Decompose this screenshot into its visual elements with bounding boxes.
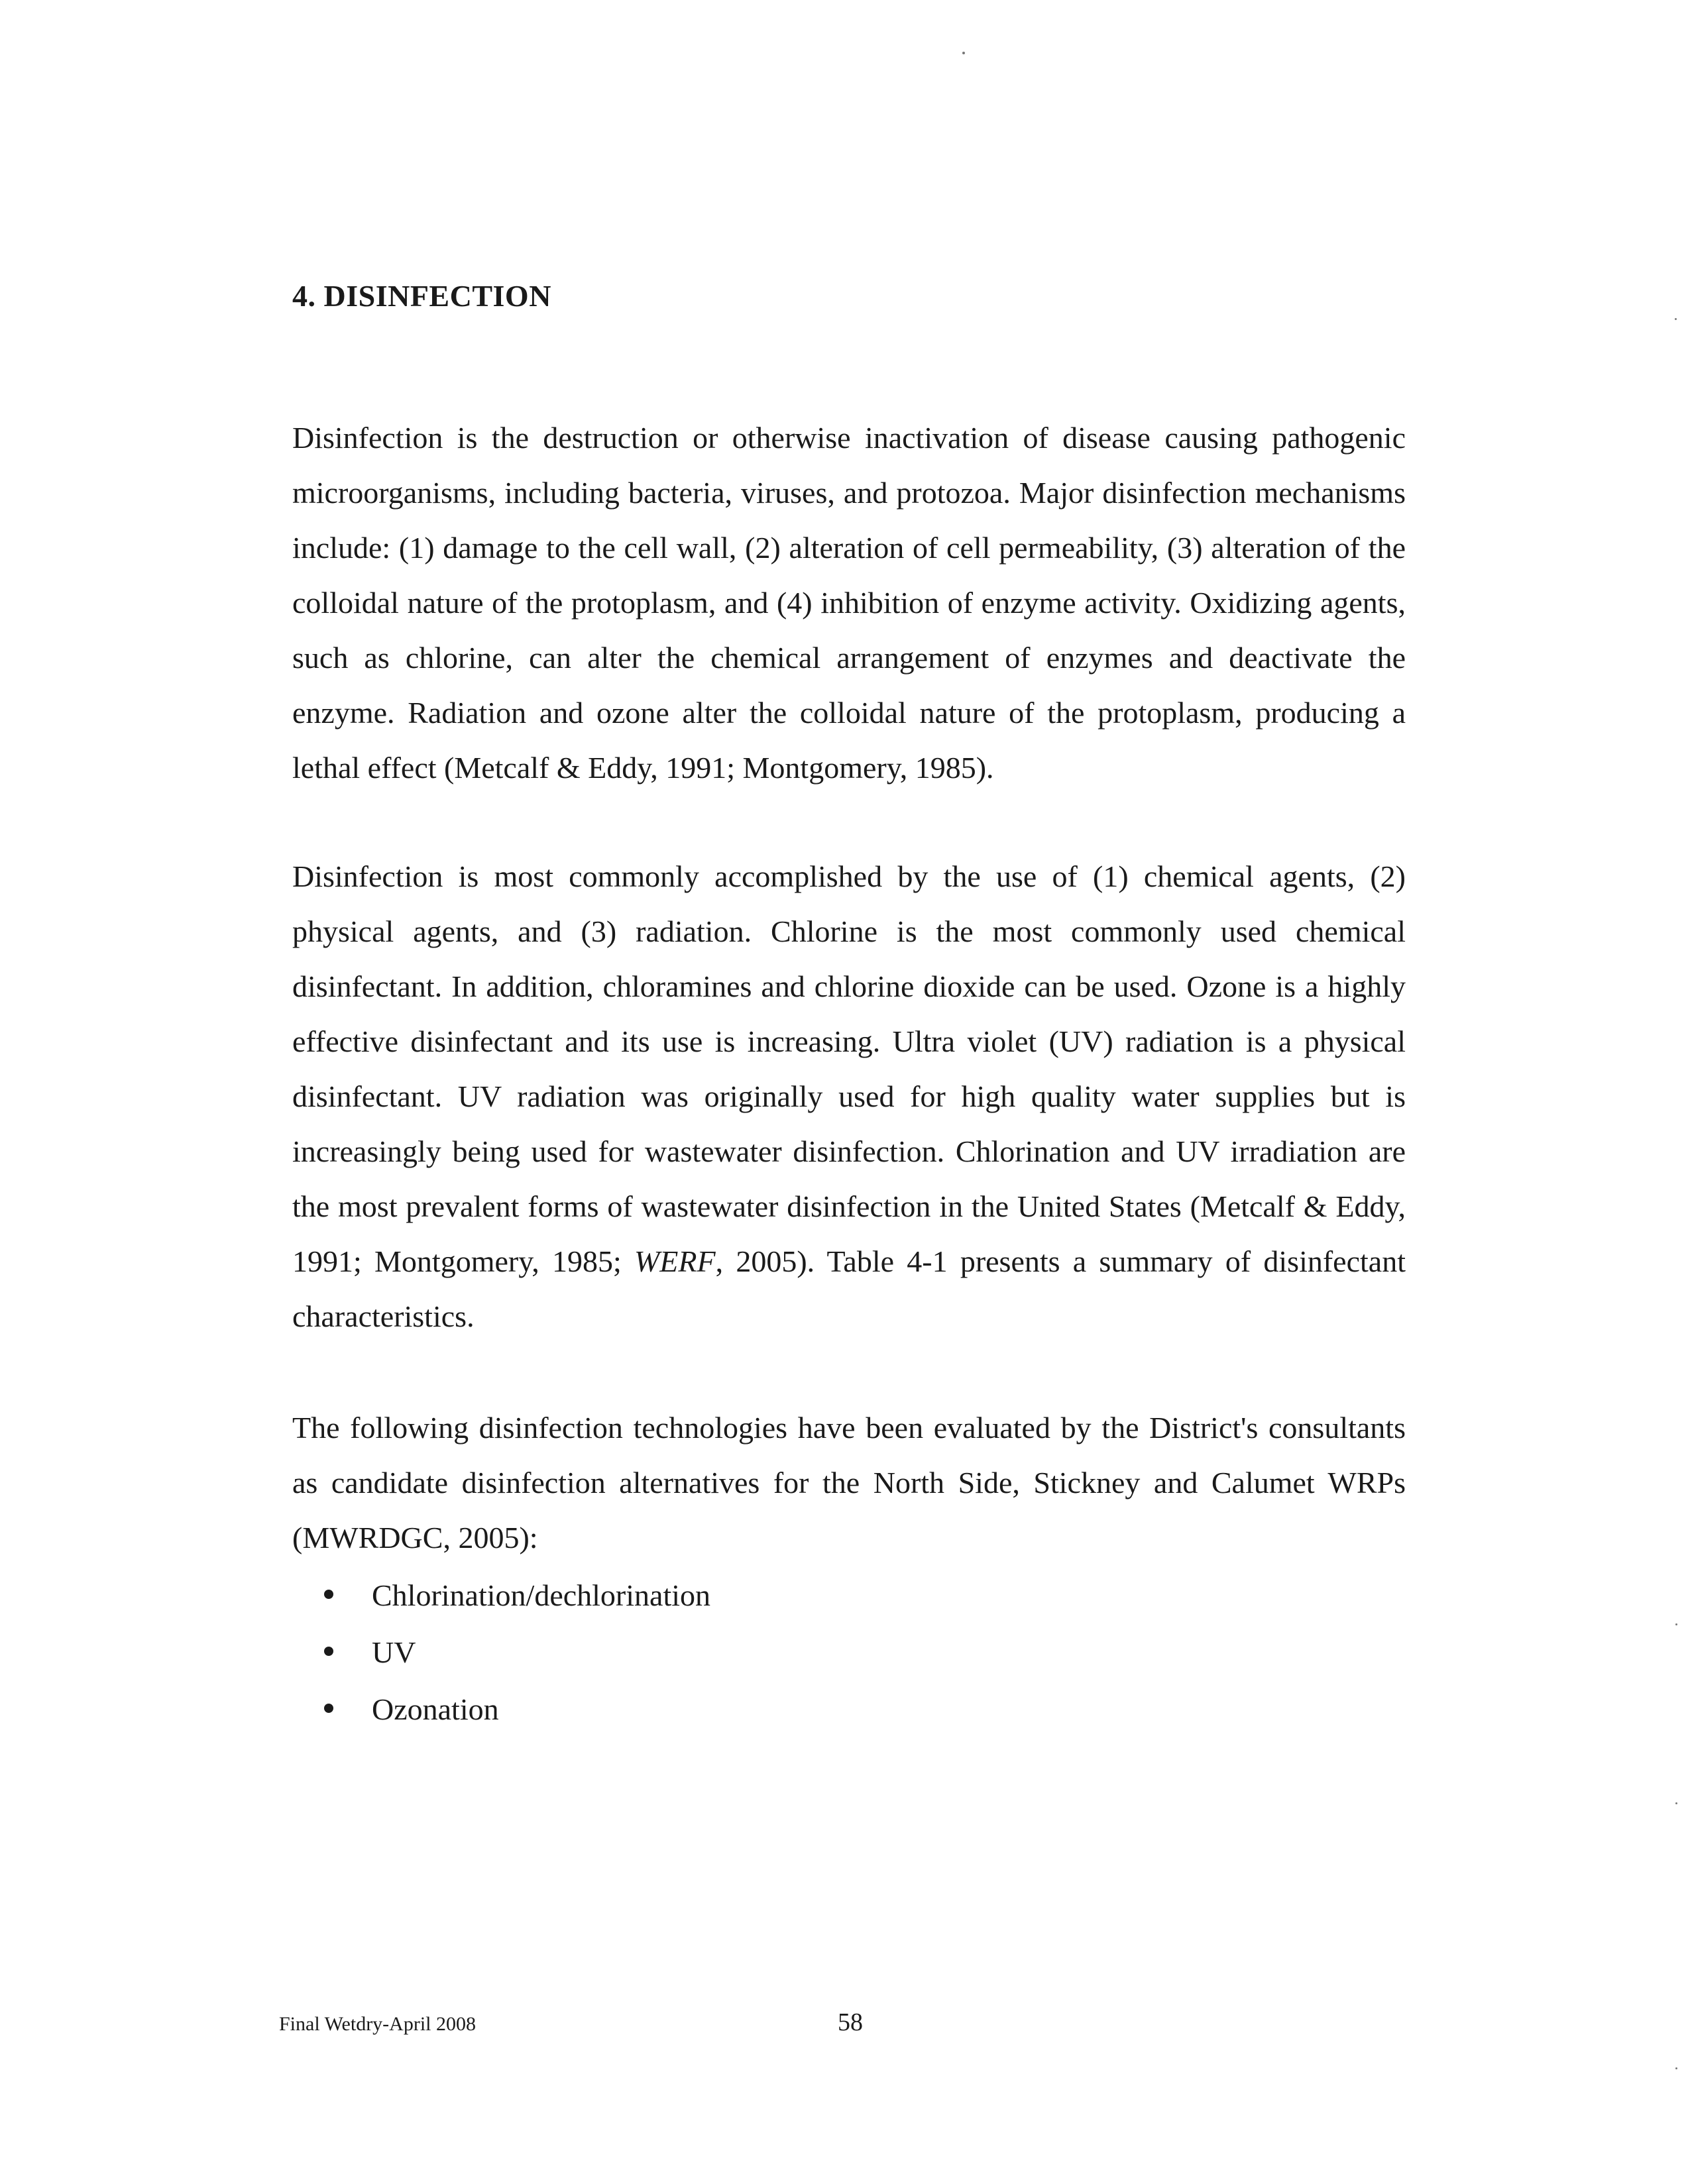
footer-document-label: Final Wetdry-April 2008 — [279, 2013, 476, 2035]
paragraph-text-start: Disinfection is most commonly accomplished by the use of (1) chemical agents, (2) physical agents, and (3) radiation. Chlorine is the most commonly used chemical disinfectant. In addition, chloramines and chlorine dioxide can be used. Ozone is a highly effective disinfectant and its use is increasing. Ultra violet (UV) radiation is a physical disinfectant. UV radiation was originally used for high quality water supplies but is increasingly being used for wastewater disinfection. Chlorination and UV irradiation are the most prevalent forms of wastewater disinfection in the United States (Metcalf & Eddy, 1991; Montgomery, 1985; — [292, 859, 1406, 1278]
scan-speck — [1675, 2067, 1677, 2069]
technology-list — [292, 1567, 710, 1738]
bullet-icon — [324, 1647, 333, 1656]
list-item-label: Chlorination/dechlorination — [372, 1578, 711, 1612]
scan-speck — [962, 52, 965, 54]
paragraph-disinfection-methods — [292, 849, 1406, 1344]
list-item — [292, 1624, 710, 1681]
paragraph-text-end: , 2005). Table 4-1 presents a summary of disinfectant characteristics. — [292, 1244, 1406, 1333]
scan-speck — [1675, 1623, 1677, 1625]
list-item — [292, 1681, 710, 1738]
paragraph-disinfection-definition: Disinfection is the destruction or otherwise inactivation of disease causing pathogenic microorganisms, including bacteria, viruses, and protozoa. Major disinfection mechanisms include: (1) damage to the cell wall, (2) alteration of cell permeability, (3) alteration of the colloidal nature of the protoplasm, and (4) inhibition of enzyme activity. Oxidizing agents, such as chlorine, can alter the chemical arrangement of enzymes and deactivate the enzyme. Radiation and ozone alter the colloidal nature of the protoplasm, producing a lethal effect (Metcalf & Eddy, 1991; Montgomery, 1985). — [292, 421, 1406, 785]
paragraph-evaluated-technologies: The following disinfection technologies have been evaluated by the District's consultants as candidate disinfection alternatives for the North Side, Stickney and Calumet WRPs (MWRDGC, 2005): — [292, 1411, 1406, 1555]
list-item — [292, 1567, 710, 1624]
list-item-label: UV — [372, 1635, 416, 1669]
list-item-label: Ozonation — [372, 1692, 499, 1726]
footer-page-number: 58 — [838, 2008, 863, 2036]
scan-speck — [1675, 1802, 1677, 1804]
italic-citation: WERF — [634, 1244, 716, 1278]
bullet-icon — [324, 1704, 333, 1713]
scan-speck — [1675, 318, 1677, 320]
section-heading: 4. DISINFECTION — [292, 279, 551, 313]
bullet-icon — [324, 1590, 333, 1599]
